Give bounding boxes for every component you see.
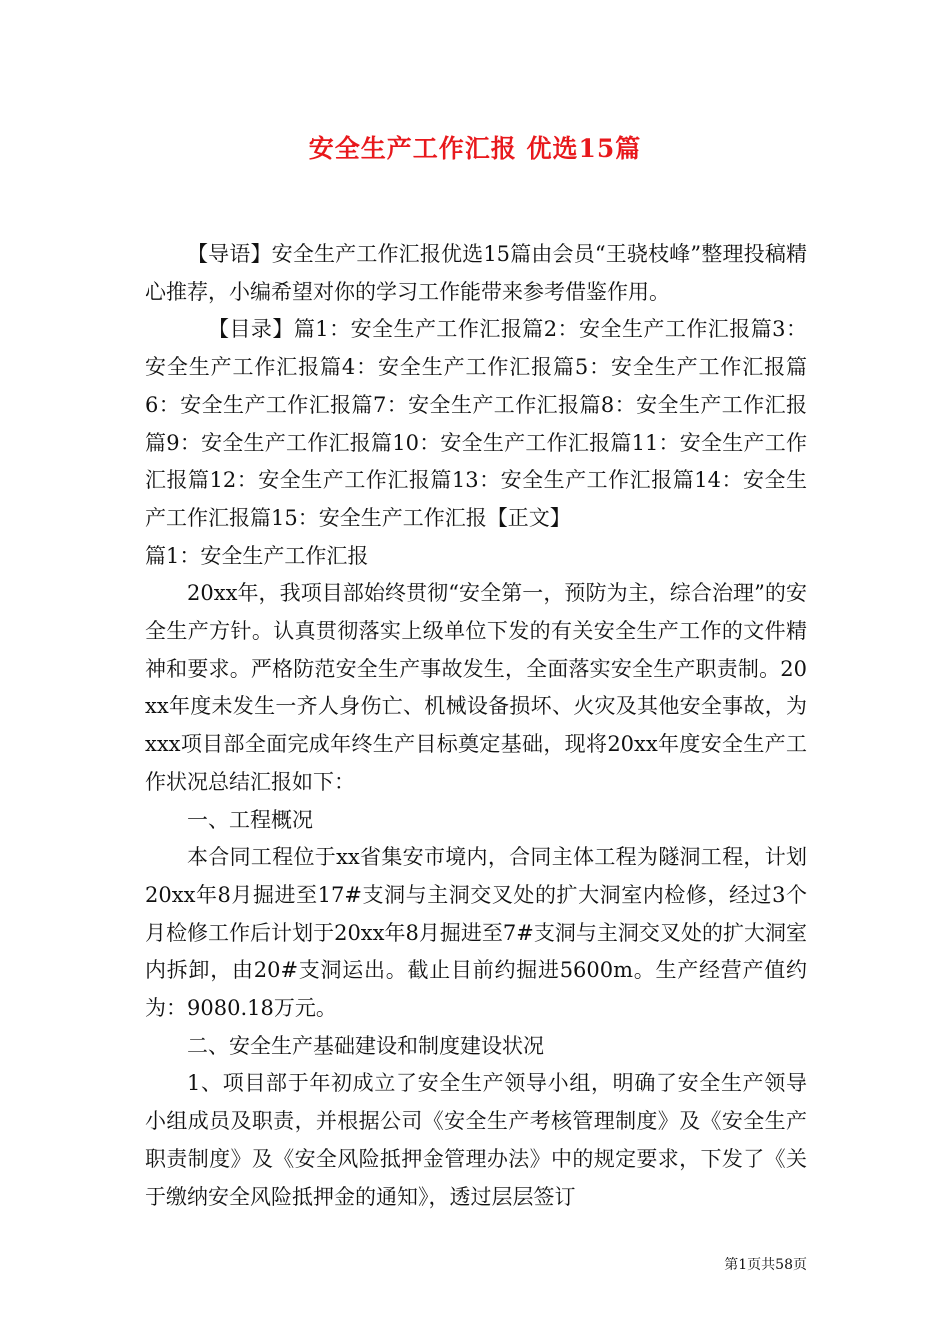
body-paragraph: 1、项目部于年初成立了安全生产领导小组，明确了安全生产领导小组成员及职责，并根据公司《安全生产考核管理制度》及《安全生产职责制度》及《安全风险抵押金管理办法》中的规定要求，下发了《关于缴纳安全风险抵押金的通知》，透过层层签订: [145, 1071, 807, 1209]
document-title: 安全生产工作汇报 优选15篇: [308, 134, 642, 163]
section-heading: 一、工程概况: [187, 807, 313, 832]
page-number: 第1页共58页: [724, 1257, 807, 1273]
section-heading: 二、安全生产基础建设和制度建设状况: [187, 1033, 544, 1058]
section-heading: 篇1：安全生产工作汇报: [145, 543, 369, 568]
intro-paragraph: 【导语】安全生产工作汇报优选15篇由会员“王骁枝峰”整理投稿精心推荐，小编希望对你的学习工作能带来参考借鉴作用。: [145, 242, 807, 304]
toc-paragraph: 【目录】篇1：安全生产工作汇报篇2：安全生产工作汇报篇3：安全生产工作汇报篇4：安全生产工作汇报篇5：安全生产工作汇报篇6：安全生产工作汇报篇7：安全生产工作汇报篇8：安全生产工作汇报篇9：安全生产工作汇报篇10：安全生产工作汇报篇11：安全生产工作汇报篇12：安全生产工作汇报篇13：安全生产工作汇报篇14：安全生产工作汇报篇15：安全生产工作汇报【正文】: [145, 317, 807, 530]
document-body: [145, 236, 807, 1216]
body-paragraph: 20xx年，我项目部始终贯彻“安全第一，预防为主，综合治理”的安全生产方针。认真贯彻落实上级单位下发的有关安全生产工作的文件精神和要求。严格防范安全生产事故发生，全面落实安全生产职责制。20xx年度未发生一齐人身伤亡、机械设备损坏、火灾及其他安全事故，为xxx项目部全面完成年终生产目标奠定基础，现将20xx年度安全生产工作状况总结汇报如下：: [145, 581, 807, 794]
body-paragraph: 本合同工程位于xx省集安市境内，合同主体工程为隧洞工程，计划20xx年8月掘进至17#支洞与主洞交叉处的扩大洞室内检修，经过3个月检修工作后计划于20xx年8月掘进至7#支洞与主洞交叉处的扩大洞室内拆卸，由20#支洞运出。截止目前约掘进5600m。生产经营产值约为：9080.18万元。: [145, 845, 807, 1021]
